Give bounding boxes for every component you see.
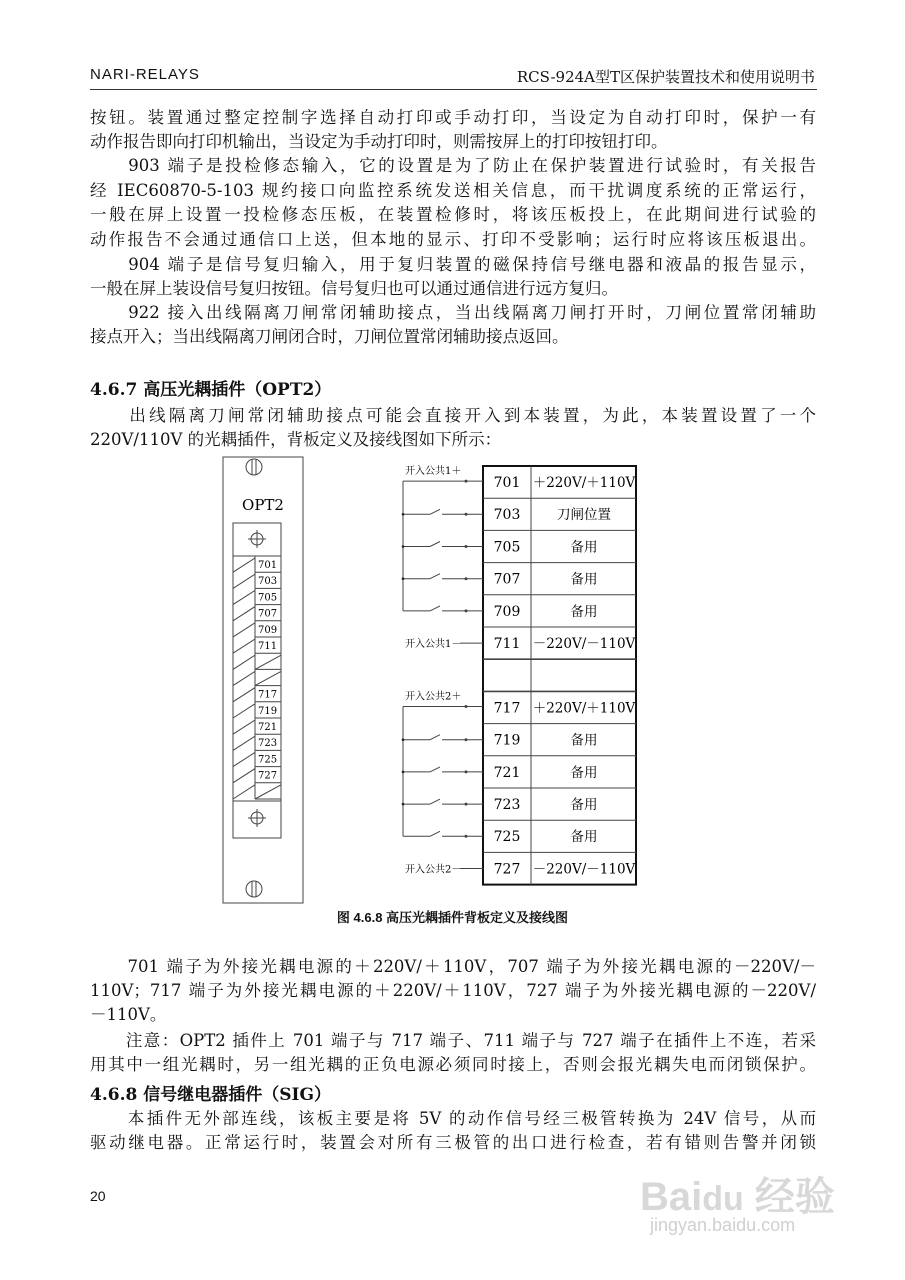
text-line: 动作报告即向打印机输出，当设定为手动打印时，则需按屏上的打印按钮打印。 <box>90 132 668 151</box>
terminal-hatch <box>233 720 255 734</box>
junction-dot <box>402 771 405 774</box>
terminal-dot <box>465 738 468 741</box>
terminal-hatch <box>233 623 255 637</box>
terminal-hatch <box>255 655 281 669</box>
terminal-hatch <box>233 639 255 653</box>
text-line: 出线隔离刀闸常闭辅助接点可能会直接开入到本装置，为此，本装置设置了一个 <box>90 406 816 425</box>
text-line: 接点开入；当出线隔离刀闸闭合时，刀闸位置常闭辅助接点返回。 <box>90 327 569 346</box>
text-line: －110V。 <box>90 1005 167 1024</box>
terminal-dot <box>465 513 468 516</box>
terminal-hatch <box>255 785 281 799</box>
terminal-label: 725 <box>258 754 278 766</box>
terminal-number: 725 <box>493 829 521 846</box>
text-line: 904 端子是信号复归输入，用于复归装置的磁保持信号继电器和液晶的报告显示， <box>90 255 816 274</box>
terminal-label: 707 <box>258 608 278 620</box>
terminal-label: 721 <box>258 722 278 733</box>
junction-dot <box>402 738 405 741</box>
terminal-label: 709 <box>258 624 278 636</box>
contact-switch-icon <box>430 799 440 804</box>
terminal-function: 备用 <box>570 732 598 749</box>
contact-switch-icon <box>430 767 440 772</box>
terminal-hatch <box>233 785 255 799</box>
terminal-number: 703 <box>493 507 521 524</box>
contact-switch-icon <box>430 606 440 611</box>
terminal-label: 711 <box>258 641 278 652</box>
header-title: RCS-924A型T区保护装置技术和使用说明书 <box>516 68 815 86</box>
baidu-watermark-url: jingyan.baidu.com <box>650 1215 796 1235</box>
text-line: 701 端子为外接光耦电源的＋220V/＋110V，707 端子为外接光耦电源的－220V/－ <box>90 957 816 976</box>
panel-title: OPT2 <box>242 496 284 514</box>
text-line: 注意：OPT2 插件上 701 端子与 717 端子、711 端子与 727 端子在插件上不连，若采 <box>90 1031 816 1050</box>
terminal-number: 705 <box>493 539 521 556</box>
text-line: 一般在屏上装设信号复归按钮。信号复归也可以通过通信进行远方复归。 <box>90 279 618 298</box>
contact-switch-icon <box>430 574 440 579</box>
terminal-label: 701 <box>258 560 278 571</box>
terminal-dot <box>465 835 468 838</box>
junction-dot <box>402 513 405 516</box>
terminal-number: 701 <box>493 475 521 491</box>
terminal-function: 刀闸位置 <box>557 507 611 524</box>
common-label: 开入公共1＋ <box>405 466 462 478</box>
contact-switch-icon <box>430 735 440 740</box>
text-line: 一般在屏上设置一投检修态压板，在装置检修时，将该压板投上，在此期间进行试验的 <box>90 205 816 224</box>
text-line: 220V/110V 的光耦插件，背板定义及接线图如下所示： <box>90 430 502 449</box>
terminal-label: 719 <box>258 705 278 717</box>
terminal-dot <box>465 705 468 708</box>
text-line: 903 端子是投检修态输入，它的设置是为了防止在保护装置进行试验时，有关报告 <box>90 156 816 175</box>
terminal-label: 703 <box>258 576 278 588</box>
terminal-function: 备用 <box>570 764 598 781</box>
text-line: 本插件无外部连线，该板主要是将 5V 的动作信号经三极管转换为 24V 信号，从而 <box>90 1109 816 1128</box>
section-heading-4-6-8: 4.6.8 信号继电器插件（SIG） <box>90 1085 331 1105</box>
terminal-number: 723 <box>493 797 521 813</box>
plugin-panel-outline <box>223 457 303 903</box>
terminal-dot <box>465 545 468 548</box>
terminal-function: 备用 <box>570 603 598 620</box>
text-line: 922 接入出线隔离刀闸常闭辅助接点，当出线隔离刀闸打开时，刀闸位置常闭辅助 <box>90 303 816 322</box>
terminal-table <box>483 466 636 885</box>
terminal-number: 721 <box>493 764 521 781</box>
terminal-function: 备用 <box>570 797 598 813</box>
contact-switch-icon <box>430 542 440 547</box>
terminal-function: ＋220V/＋110V <box>532 700 636 717</box>
terminal-dot <box>465 770 468 773</box>
terminal-function: ＋220V/＋110V <box>532 475 636 491</box>
terminal-number: 709 <box>493 603 521 620</box>
terminal-number: 711 <box>493 636 521 652</box>
terminal-dot <box>465 609 468 612</box>
text-line: 经 IEC60870-5-103 规约接口向监控系统发送相关信息，而干扰调度系统的正常运行， <box>90 181 816 200</box>
contact-switch-icon <box>430 509 440 514</box>
terminal-dot <box>465 480 468 483</box>
text-line: 按钮。装置通过整定控制字选择自动打印或手动打印，当设定为自动打印时，保护一有 <box>90 108 816 127</box>
text-line: 驱动继电器。正常运行时，装置会对所有三极管的出口进行检查，若有错则告警并闭锁 <box>90 1133 816 1152</box>
terminal-hatch <box>255 671 281 685</box>
terminal-dot <box>465 577 468 580</box>
terminal-function: 备用 <box>570 571 598 588</box>
terminal-label: 717 <box>258 689 278 701</box>
terminal-number: 727 <box>493 861 521 878</box>
figure-caption: 图 4.6.8 高压光耦插件背板定义及接线图 <box>336 910 569 925</box>
terminal-hatch <box>233 736 255 750</box>
page-number: 20 <box>90 1188 106 1204</box>
terminal-hatch <box>233 574 255 588</box>
contact-switch-icon <box>430 831 440 836</box>
junction-dot <box>402 577 405 580</box>
common-label: 开入公共2＋ <box>405 691 462 703</box>
terminal-number: 719 <box>493 732 521 749</box>
terminal-hatch <box>233 607 255 621</box>
text-line: 动作报告不会通过通信口上送，但本地的显示、打印不受影响；运行时应将该压板退出。 <box>90 230 816 249</box>
terminal-hatch <box>233 590 255 604</box>
text-line: 110V；717 端子为外接光耦电源的＋220V/＋110V，727 端子为外接光耦电源的－220V/ <box>90 981 816 1000</box>
terminal-number: 707 <box>493 571 521 588</box>
bottom-screw-icon <box>246 881 262 897</box>
terminal-function: －220V/－110V <box>532 861 636 878</box>
terminal-hatch <box>233 655 255 669</box>
section-heading-4-6-7: 4.6.7 高压光耦插件（OPT2） <box>90 380 332 400</box>
terminal-label: 727 <box>258 770 278 782</box>
terminal-function: 备用 <box>570 539 598 556</box>
junction-dot <box>402 803 405 806</box>
common-label: 开入公共1－ <box>405 639 462 651</box>
terminal-hatch <box>233 769 255 783</box>
terminal-function: 备用 <box>570 829 598 846</box>
terminal-hatch <box>233 752 255 766</box>
terminal-label: 705 <box>258 592 278 604</box>
terminal-label: 723 <box>258 738 278 750</box>
common-label: 开入公共2－ <box>405 864 462 876</box>
header-brand: NARI-RELAYS <box>90 66 200 83</box>
terminal-hatch <box>233 558 255 572</box>
terminal-dot <box>465 803 468 806</box>
terminal-hatch <box>233 671 255 685</box>
terminal-number: 717 <box>493 700 521 717</box>
terminal-hatch <box>233 704 255 718</box>
baidu-watermark-logo: Baidu 经验 <box>640 1175 835 1219</box>
terminal-function: －220V/－110V <box>532 636 636 652</box>
terminal-hatch <box>233 688 255 702</box>
top-screw-icon <box>246 459 262 475</box>
junction-dot <box>402 545 405 548</box>
text-line: 用其中一组光耦时，另一组光耦的正负电源必须同时接上，否则会报光耦失电而闭锁保护。 <box>90 1055 816 1074</box>
